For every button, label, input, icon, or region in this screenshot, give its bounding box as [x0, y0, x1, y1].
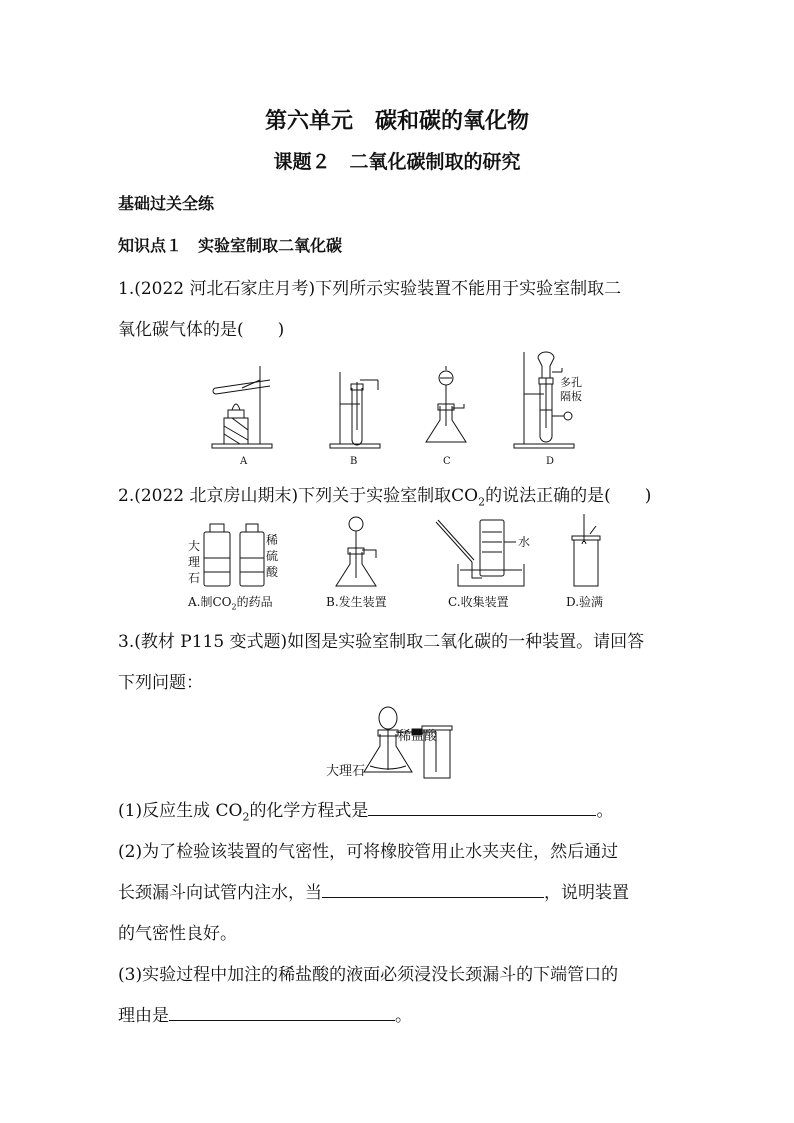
section-heading: 基础过关全练: [118, 194, 215, 213]
q2-stem: [118, 481, 698, 508]
q3-part2-line3: 的气密性良好。: [118, 924, 237, 944]
q3-part2-line1: (2)为了检验该装置的气密性，可将橡胶管用止水夹夹住，然后通过: [118, 842, 619, 862]
q3-part2-answer-blank[interactable]: [322, 881, 544, 898]
q1-label-b: B: [350, 456, 358, 467]
q1-label-c: C: [443, 456, 451, 467]
q1-apparatus-b: [330, 372, 380, 448]
q2-stem-suffix: 的说法正确的是( ): [485, 486, 652, 506]
q1-line2: 氧化碳气体的是( ): [118, 320, 285, 340]
q3-part3-pre: 理由是: [118, 1006, 169, 1026]
q2-caption-c: C.收集装置: [448, 595, 509, 609]
q2-stem-sub: 2: [478, 495, 486, 509]
q2-gas-jar: [572, 514, 600, 586]
q3-part3-end: 。: [395, 1006, 412, 1026]
q3-part3-line2: [118, 1001, 698, 1026]
q2-collection-setup: [436, 520, 524, 586]
q2-caption-a: [188, 593, 273, 611]
q2-caption-a-post: 的药品: [236, 595, 273, 609]
q1-apparatus-figure: [200, 348, 600, 470]
q2-water-label: 水: [518, 535, 531, 549]
q3-part1-end: 。: [596, 801, 614, 821]
q3-line2: 下列问题：: [118, 673, 203, 693]
q1-label-d: D: [546, 456, 555, 467]
q2-bottle-right-char-3: 酸: [266, 565, 279, 579]
q2-generator-flask: [336, 517, 376, 586]
q1-apparatus-c: [426, 366, 466, 442]
q1-apparatus-a: [212, 366, 272, 448]
q2-reagent-bottles: [204, 524, 264, 586]
page-subtitle: 课题２ 二氧化碳制取的研究: [273, 151, 521, 173]
knowledge-point-heading: 知识点１ 实验室制取二氧化碳: [118, 236, 343, 255]
q2-stem-prefix: 2.(2022 北京房山期末)下列关于实验室制取CO: [118, 486, 479, 506]
q3-label-acid: 稀盐酸: [398, 729, 438, 744]
q1-line1: 1.(2022 河北石家庄月考)下列所示实验装置不能用于实验室制取二: [118, 279, 622, 299]
q3-part2-post: ，说明装置: [544, 883, 629, 903]
q3-label-marble: 大理石: [326, 764, 366, 779]
q3-part3-answer-blank[interactable]: [169, 1004, 395, 1021]
q3-part1: [118, 796, 698, 823]
q3-part1-post: 的化学方程式是: [249, 801, 369, 821]
q3-part1-sub: 2: [242, 810, 250, 824]
q2-caption-a-sub: 2: [231, 602, 237, 612]
q3-part2-pre: 长颈漏斗向试管内注水，当: [118, 883, 322, 903]
q2-caption-d: D.验满: [566, 595, 604, 609]
q2-bottle-left-char-2: 理: [188, 555, 201, 569]
page-title: 第六单元 碳和碳的氧化物: [264, 109, 529, 134]
q3-line1: 3.(教材 P115 变式题)如图是实验室制取二氧化碳的一种装置。请回答: [118, 632, 645, 652]
q2-bottle-right-char-1: 稀: [266, 533, 279, 547]
q3-part1-answer-blank[interactable]: [368, 799, 596, 816]
q2-bottle-right-char-2: 硫: [266, 549, 279, 563]
q3-part3-line1: (3)实验过程中加注的稀盐酸的液面必须浸没长颈漏斗的下端管口的: [118, 965, 619, 985]
q2-bottle-left-char-1: 大: [188, 539, 201, 553]
q1-plate-label-2: 隔板: [560, 390, 582, 403]
q2-caption-b: B.发生装置: [326, 595, 387, 609]
q3-part2-line2: [118, 878, 698, 903]
q3-part1-pre: (1)反应生成 CO: [118, 801, 243, 821]
q2-caption-a-pre: A.制CO: [188, 595, 232, 609]
q1-plate-label-1: 多孔: [560, 376, 582, 389]
q1-label-a: A: [240, 456, 248, 467]
q2-bottle-left-char-3: 石: [188, 571, 201, 585]
